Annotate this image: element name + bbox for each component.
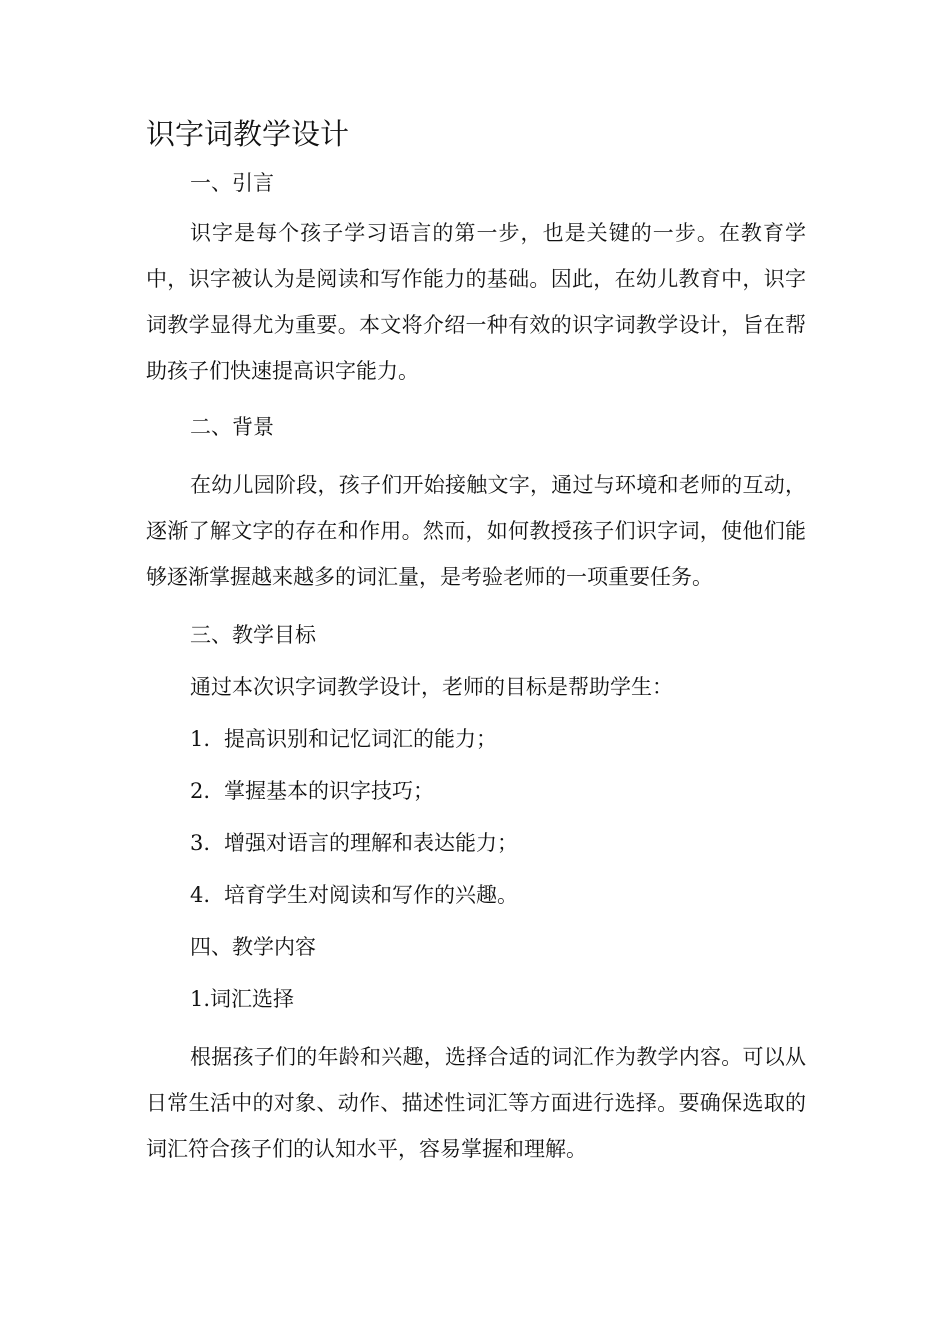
document-body — [146, 160, 806, 1172]
list-item — [146, 878, 806, 912]
section-heading-goals: 三、教学目标 — [190, 623, 316, 647]
list-item-number: 2. — [190, 779, 211, 803]
list-item-text: 培育学生对阅读和写作的兴趣。 — [224, 883, 518, 907]
list-item-text: 提高识别和记忆词汇的能力； — [224, 727, 497, 751]
section-heading-content: 四、教学内容 — [190, 935, 316, 959]
vocabulary-paragraph: 根据孩子们的年龄和兴趣，选择合适的词汇作为教学内容。可以从日常生活中的对象、动作、描述性词汇等方面进行选择。要确保选取的词汇符合孩子们的认知水平，容易掌握和理解。 — [146, 1045, 806, 1161]
list-item — [146, 722, 806, 756]
list-item — [146, 826, 806, 860]
goals-list — [146, 722, 806, 912]
section-heading-intro: 一、引言 — [190, 171, 274, 195]
list-item-text: 增强对语言的理解和表达能力； — [224, 831, 518, 855]
list-item — [146, 774, 806, 808]
goals-intro: 通过本次识字词教学设计，老师的目标是帮助学生： — [190, 675, 673, 699]
background-paragraph: 在幼儿园阶段，孩子们开始接触文字，通过与环境和老师的互动，逐渐了解文字的存在和作用。然而，如何教授孩子们识字词，使他们能够逐渐掌握越来越多的词汇量，是考验老师的一项重要任务。 — [146, 473, 806, 589]
intro-paragraph: 识字是每个孩子学习语言的第一步，也是关键的一步。在教育学中，识字被认为是阅读和写作能力的基础。因此，在幼儿教育中，识字词教学显得尤为重要。本文将介绍一种有效的识字词教学设计，旨在帮助孩子们快速提高识字能力。 — [146, 221, 806, 383]
list-item-number: 4. — [190, 883, 211, 907]
list-item-number: 1. — [190, 727, 211, 751]
list-item-number: 3. — [190, 831, 211, 855]
section-heading-background: 二、背景 — [190, 415, 274, 439]
subsection-heading-vocabulary: 1.词汇选择 — [190, 987, 295, 1011]
list-item-text: 掌握基本的识字技巧； — [224, 779, 434, 803]
document-title: 识字词教学设计 — [146, 117, 350, 151]
